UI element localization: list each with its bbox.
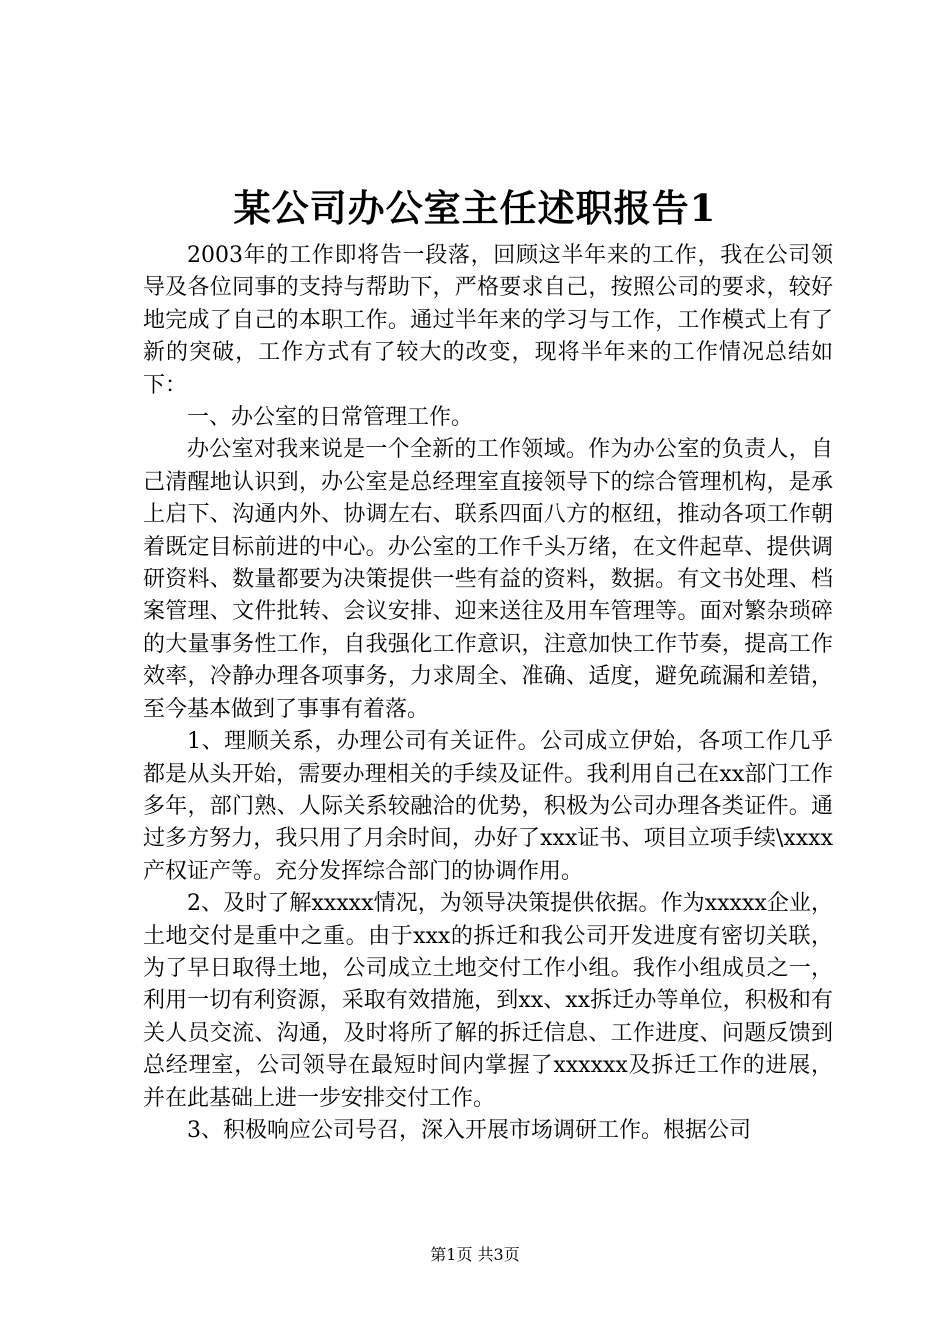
- paragraph-item-1: 1、理顺关系，办理公司有关证件。公司成立伊始，各项工作几乎都是从头开始，需要办理相关的手续及证件。我利用自己在xx部门工作多年，部门熟、人际关系较融洽的优势，积极为公司办理各类证件。通过多方努力，我只用了月余时间，办好了xxx证书、项目立项手续\xxxx产权证产等。充分发挥综合部门的协调作用。: [143, 729, 833, 884]
- document-body: [143, 240, 833, 1147]
- paragraph-item-3: 3、积极响应公司号召，深入开展市场调研工作。根据公司: [187, 1117, 751, 1143]
- section-heading-daily-management: 一、办公室的日常管理工作。: [187, 405, 474, 431]
- paragraph-office-role: 办公室对我来说是一个全新的工作领域。作为办公室的负责人，自己清醒地认识到，办公室是总经理室直接领导下的综合管理机构，是承上启下、沟通内外、协调左右、联系四面八方的枢纽，推动各项工作朝着既定目标前进的中心。办公室的工作千头万绪，在文件起草、提供调研资料、数量都要为决策提供一些有益的资料，数据。有文书处理、档案管理、文件批转、会议安排、迎来送往及用车管理等。面对繁杂琐碎的大量事务性工作，自我强化工作意识，注意加快工作节奏，提高工作效率，冷静办理各项事务，力求周全、准确、适度，避免疏漏和差错，至今基本做到了事事有着落。: [143, 437, 833, 722]
- paragraph-intro: 2003年的工作即将告一段落，回顾这半年来的工作，我在公司领导及各位同事的支持与帮助下，严格要求自己，按照公司的要求，较好地完成了自己的本职工作。通过半年来的学习与工作，工作模式上有了新的突破，工作方式有了较大的改变，现将半年来的工作情况总结如下：: [143, 243, 833, 398]
- page-number-footer: 第1页 共3页: [430, 1245, 520, 1264]
- document-title: 某公司办公室主任述职报告1: [233, 186, 717, 230]
- paragraph-item-2: 2、及时了解xxxxx情况，为领导决策提供依据。作为xxxxx企业，土地交付是重中之重。由于xxx的拆迁和我公司开发进度有密切关联，为了早日取得土地，公司成立土地交付工作小组。我作小组成员之一，利用一切有利资源，采取有效措施，到xx、xx拆迁办等单位，积极和有关人员交流、沟通，及时将所了解的拆迁信息、工作进度、问题反馈到总经理室，公司领导在最短时间内掌握了xxxxxx及拆迁工作的进展，并在此基础上进一步安排交付工作。: [143, 891, 833, 1111]
